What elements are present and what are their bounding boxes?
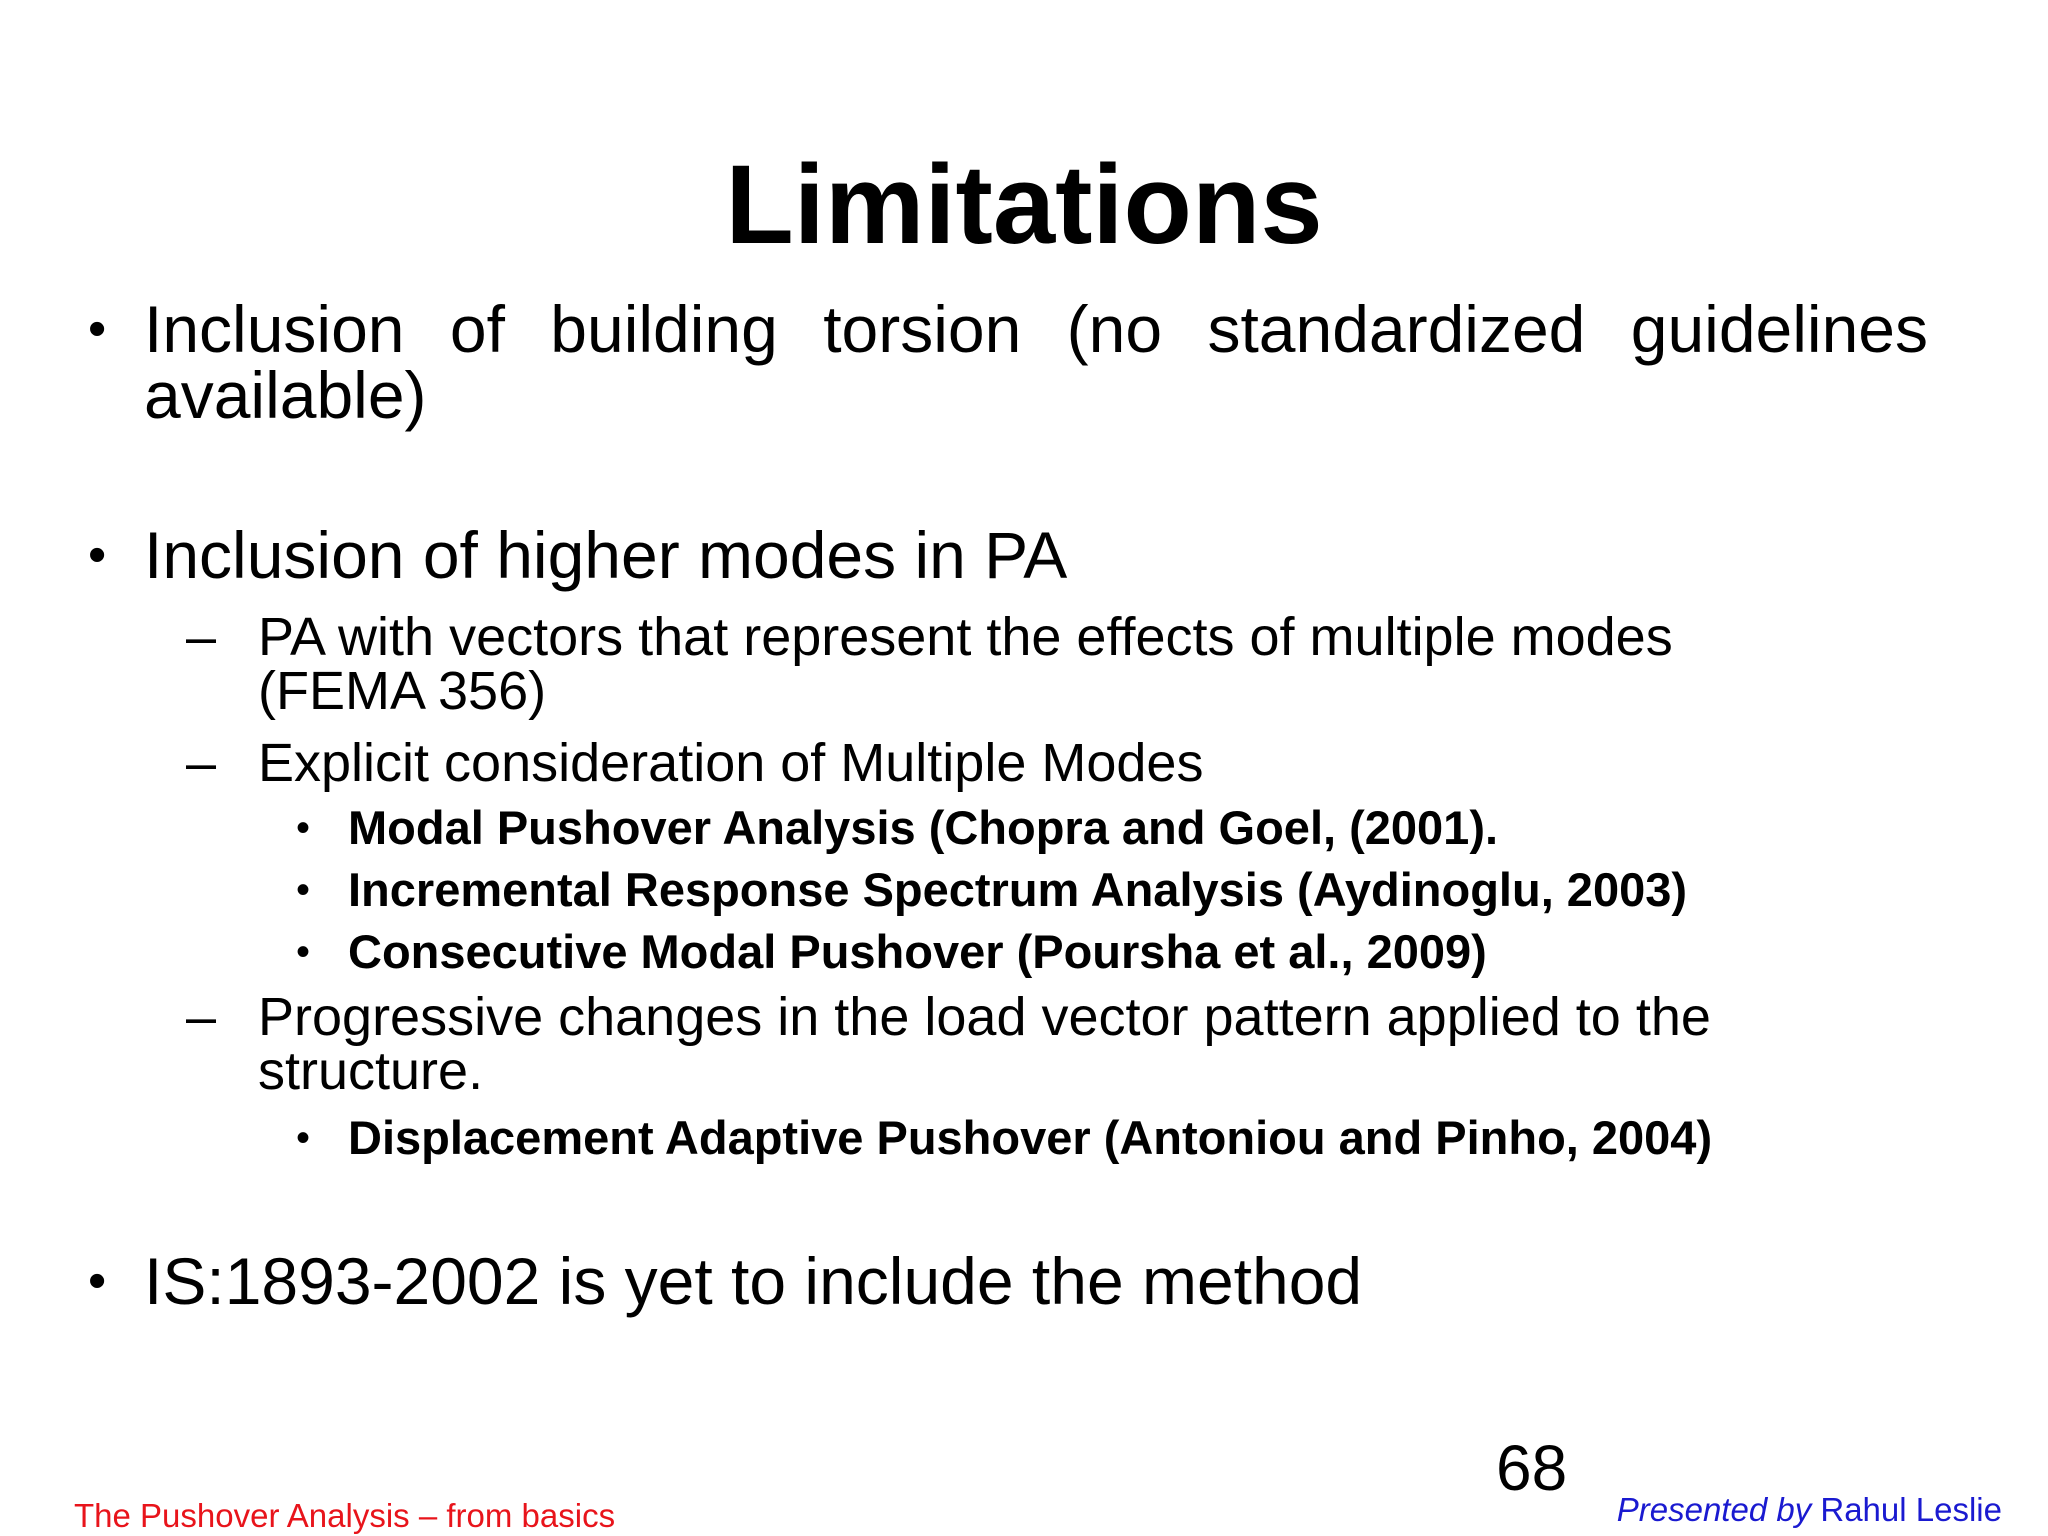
sub-item-progressive-load	[186, 987, 1826, 1101]
bullet-item-higher-modes	[88, 518, 1928, 592]
bullet-marker: •	[296, 806, 311, 850]
bullet-marker: •	[296, 930, 311, 974]
bullet-marker: •	[296, 868, 311, 912]
bullet-marker: •	[88, 1252, 107, 1310]
reference-item-cmp	[296, 922, 1896, 982]
reference-text: Consecutive Modal Pushover (Poursha et al., 2009)	[348, 925, 1487, 978]
footer-presented-by: Presented by	[1616, 1491, 1812, 1528]
dash-marker: –	[186, 733, 217, 793]
sub-item-explicit-modes	[186, 733, 1826, 793]
reference-text: Incremental Response Spectrum Analysis (Aydinoglu, 2003)	[348, 863, 1688, 916]
reference-text: Displacement Adaptive Pushover (Antoniou and Pinho, 2004)	[348, 1111, 1713, 1164]
reference-item-irsa	[296, 860, 1896, 920]
reference-text: Modal Pushover Analysis (Chopra and Goel, (2001).	[348, 801, 1499, 854]
reference-item-dap	[296, 1108, 1896, 1168]
bullet-marker: •	[88, 526, 107, 584]
bullet-item-torsion	[88, 292, 1928, 432]
footer-presentation-title: The Pushover Analysis – from basics	[74, 1497, 616, 1534]
dash-marker: –	[186, 987, 217, 1047]
dash-marker: –	[186, 607, 217, 667]
sub-item-text: PA with vectors that represent the effects of multiple modes (FEMA 356)	[258, 607, 1673, 721]
bullet-text: Inclusion of building torsion (no standardized guidelines available)	[144, 292, 1928, 432]
bullet-text: Inclusion of higher modes in PA	[144, 518, 1068, 592]
bullet-marker: •	[296, 1116, 311, 1160]
bullet-marker: •	[88, 300, 107, 358]
bullet-item-is1893	[88, 1244, 1928, 1318]
bullet-text: IS:1893-2002 is yet to include the method	[144, 1244, 1363, 1318]
reference-item-mpa	[296, 798, 1896, 858]
sub-item-text: Progressive changes in the load vector pattern applied to the structure.	[258, 987, 1711, 1101]
footer-presenter-name: Rahul Leslie	[1820, 1491, 2002, 1528]
footer-presenter	[1617, 1490, 2002, 1530]
sub-item-fema-vectors	[186, 607, 1826, 721]
sub-item-text: Explicit consideration of Multiple Modes	[258, 733, 1204, 793]
slide-title: Limitations	[725, 142, 1323, 267]
page-number: 68	[1496, 1432, 1568, 1504]
